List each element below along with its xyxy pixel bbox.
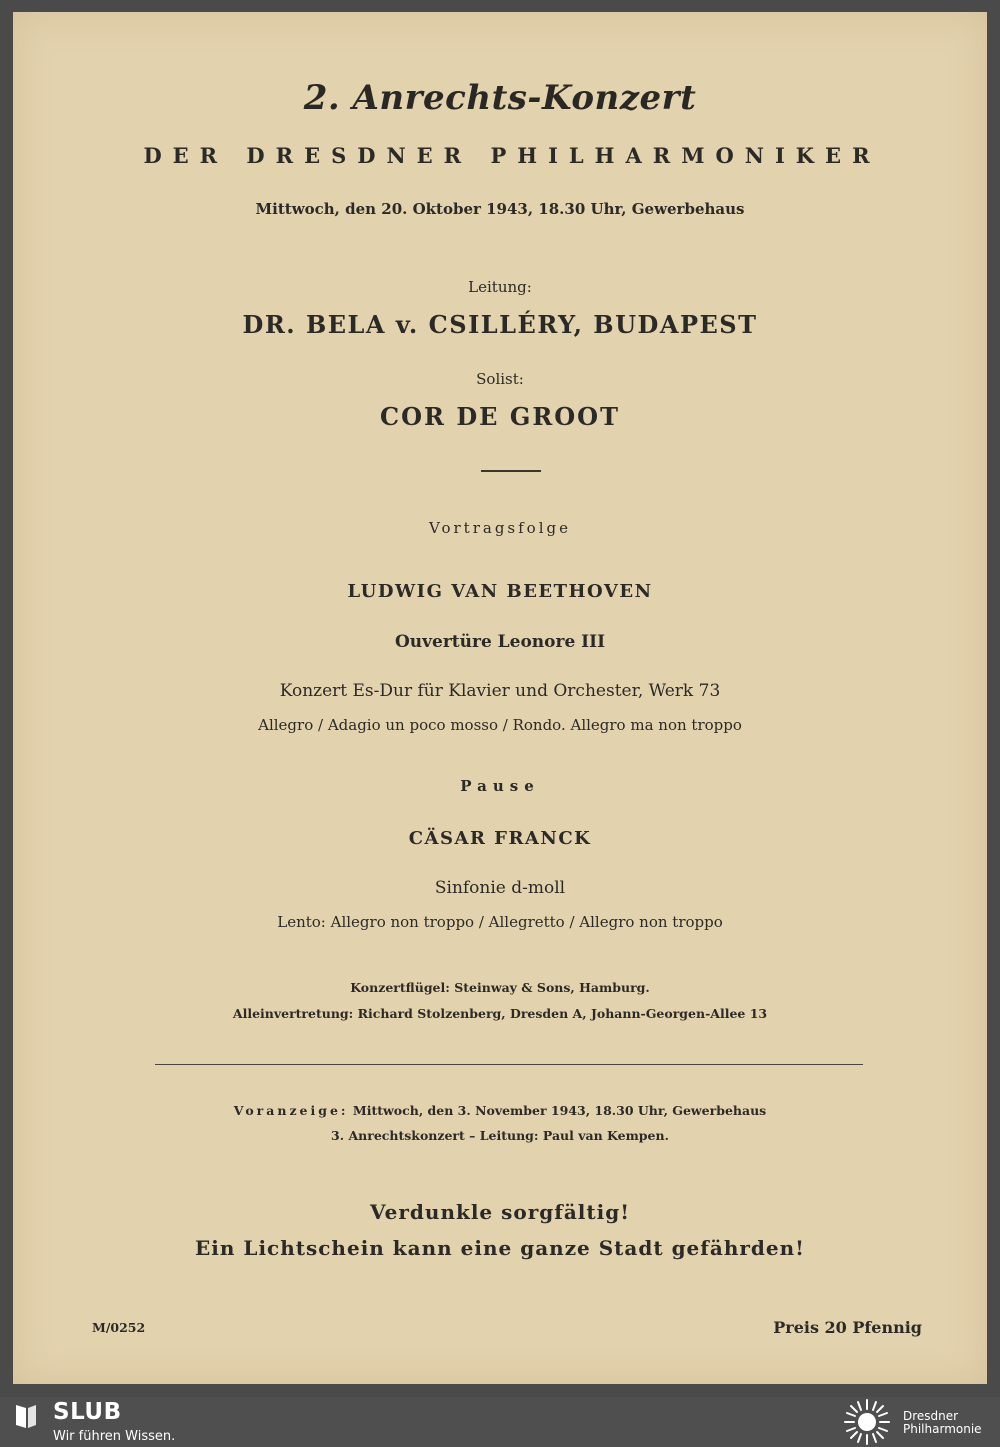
slub-book-icon [14, 1402, 38, 1430]
preview-text: Mittwoch, den 3. November 1943, 18.30 Uhr, Gewerbehaus [348, 1103, 767, 1118]
short-divider [481, 470, 541, 472]
program-heading: Vortragsfolge [429, 519, 571, 537]
composer-beethoven: LUDWIG VAN BEETHOVEN [347, 581, 653, 602]
piano-concerto-movements: Allegro / Adagio un poco mosso / Rondo. Allegro ma non troppo [258, 716, 742, 734]
orchestra-name: DER DRESDNER PHILHARMONIKER [143, 143, 881, 168]
work-leonore: Ouvertüre Leonore III [394, 632, 606, 652]
preview-conductor: 3. Anrechtskonzert – Leitung: Paul van Kempen. [331, 1128, 669, 1143]
soloist-name: COR DE GROOT [380, 402, 620, 431]
blackout-warning: Verdunkle sorgfältig! [369, 1200, 631, 1224]
concert-title: 2. Anrechts-Konzert [303, 78, 697, 118]
composer-franck: CÄSAR FRANCK [408, 828, 592, 849]
slub-logo-text[interactable]: SLUB [53, 1399, 122, 1425]
blackout-warning-detail: Ein Lichtschein kann eine ganze Stadt gefährden! [195, 1236, 805, 1260]
price: Preis 20 Pfennig [773, 1318, 922, 1337]
catalog-code: M/0252 [92, 1320, 146, 1335]
footer-bar [0, 1397, 1000, 1447]
preview-line [0, 1103, 1000, 1118]
conductor-name: DR. BELA v. CSILLÉRY, BUDAPEST [242, 310, 758, 339]
concert-date: Mittwoch, den 20. Oktober 1943, 18.30 Uhr, Gewerbehaus [255, 200, 745, 218]
philharmonie-sun-icon[interactable] [842, 1397, 892, 1447]
preview-label: Voranzeige: [233, 1103, 349, 1118]
soloist-label: Solist: [476, 370, 524, 388]
work-symphony: Sinfonie d-moll [434, 878, 566, 898]
piano-credit: Konzertflügel: Steinway & Sons, Hamburg. [350, 980, 650, 995]
long-divider [155, 1064, 863, 1065]
conductor-label: Leitung: [468, 278, 532, 296]
intermission: Pause [460, 777, 540, 795]
work-piano-concerto: Konzert Es-Dur für Klavier und Orchester, Werk 73 [279, 681, 721, 701]
philharmonie-logo-text[interactable]: Dresdner Philharmonie [903, 1409, 982, 1436]
piano-dealer: Alleinvertretung: Richard Stolzenberg, Dresden A, Johann-Georgen-Allee 13 [232, 1006, 768, 1021]
slub-tagline: Wir führen Wissen. [53, 1429, 176, 1444]
symphony-movements: Lento: Allegro non troppo / Allegretto / Allegro non troppo [277, 913, 723, 931]
